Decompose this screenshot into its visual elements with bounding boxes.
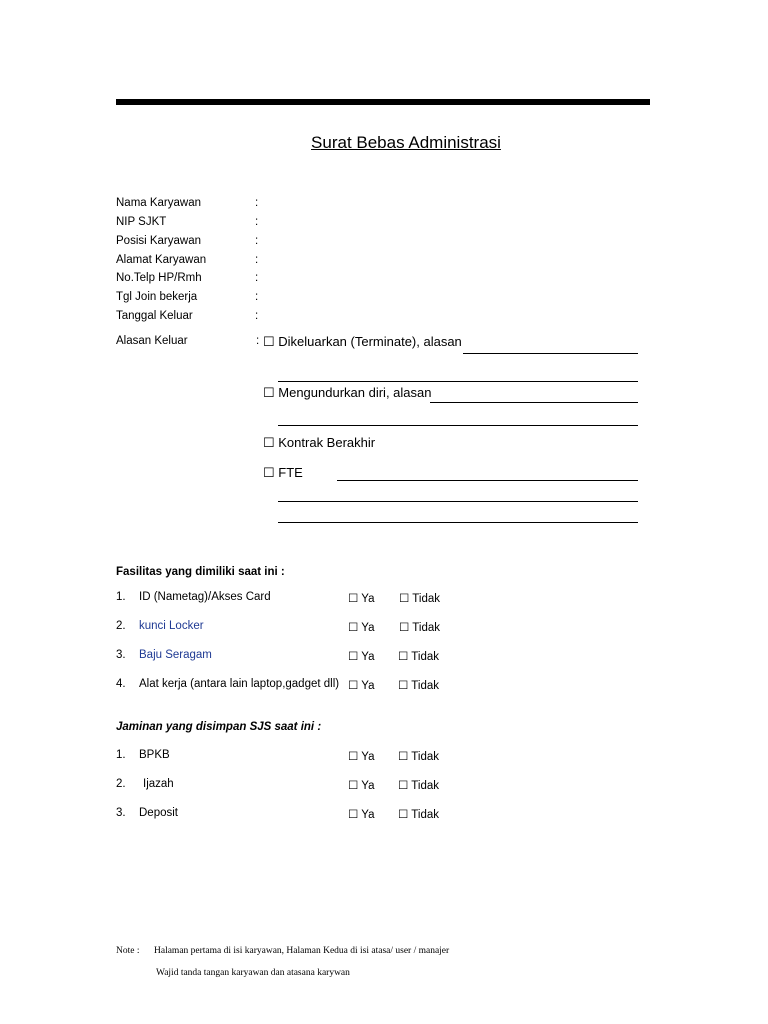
blank-line	[278, 381, 638, 382]
field-label-nama: Nama Karyawan	[116, 197, 202, 209]
field-colon: :	[255, 272, 259, 284]
field-colon: :	[255, 254, 259, 266]
field-label-telp: No.Telp HP/Rmh	[116, 272, 202, 284]
note-label: Note :	[116, 946, 140, 956]
field-label-alamat: Alamat Karyawan	[116, 254, 207, 266]
blank-line	[278, 425, 638, 426]
field-colon: :	[255, 197, 259, 209]
checkbox-tidak: ☐ Tidak	[399, 593, 440, 605]
document-title: Surat Bebas Administrasi	[311, 133, 501, 152]
option-resign: ☐ Mengundurkan diri, alasan	[263, 385, 432, 400]
checkbox-ya: ☐ Ya	[348, 680, 375, 692]
header-rule	[116, 99, 650, 105]
checkbox-tidak: ☐ Tidak	[398, 651, 439, 663]
jaminan-heading: Jaminan yang disimpan SJS saat ini :	[116, 721, 322, 733]
jaminan-num: 3.	[116, 807, 126, 819]
blank-line	[278, 522, 638, 523]
checkbox-tidak: ☐ Tidak	[398, 751, 439, 763]
field-label-tgl-keluar: Tanggal Keluar	[116, 310, 193, 322]
checkbox-ya: ☐ Ya	[348, 751, 375, 763]
option-terminate: ☐ Dikeluarkan (Terminate), alasan	[263, 334, 462, 349]
fasilitas-num: 4.	[116, 678, 126, 690]
field-colon: :	[255, 291, 259, 303]
blank-line	[463, 353, 638, 354]
fasilitas-item-baju-seragam: Baju Seragam	[139, 649, 212, 661]
note-line-2: Wajid tanda tangan karyawan dan atasana karywan	[156, 968, 350, 978]
field-label-nip: NIP SJKT	[116, 216, 167, 228]
jaminan-item-ijazah: Ijazah	[143, 778, 174, 790]
alasan-label: Alasan Keluar	[116, 335, 188, 347]
checkbox-tidak: ☐ Tidak	[399, 622, 440, 634]
jaminan-num: 2.	[116, 778, 126, 790]
blank-line	[337, 480, 638, 481]
fasilitas-item-kunci-locker: kunci Locker	[139, 620, 204, 632]
fasilitas-item-alat-kerja: Alat kerja (antara lain laptop,gadget dll)	[139, 678, 340, 690]
fasilitas-heading: Fasilitas yang dimiliki saat ini :	[116, 566, 285, 578]
checkbox-tidak: ☐ Tidak	[398, 780, 439, 792]
fasilitas-num: 3.	[116, 649, 126, 661]
checkbox-ya: ☐ Ya	[348, 780, 375, 792]
blank-line	[278, 501, 638, 502]
field-colon: :	[255, 216, 259, 228]
field-colon: :	[255, 235, 259, 247]
option-kontrak-berakhir: ☐ Kontrak Berakhir	[263, 435, 376, 450]
checkbox-ya: ☐ Ya	[348, 809, 375, 821]
field-label-tgl-join: Tgl Join bekerja	[116, 291, 198, 303]
checkbox-tidak: ☐ Tidak	[398, 809, 439, 821]
note-line-1: Halaman pertama di isi karyawan, Halaman Kedua di isi atasa/ user / manajer	[154, 946, 450, 956]
fasilitas-num: 2.	[116, 620, 126, 632]
fasilitas-item-id-card: ID (Nametag)/Akses Card	[139, 591, 271, 603]
jaminan-item-deposit: Deposit	[139, 807, 178, 819]
jaminan-num: 1.	[116, 749, 126, 761]
alasan-colon: :	[256, 335, 260, 347]
option-fte: ☐ FTE	[263, 465, 303, 480]
checkbox-tidak: ☐ Tidak	[398, 680, 439, 692]
checkbox-ya: ☐ Ya	[348, 593, 375, 605]
checkbox-ya: ☐ Ya	[348, 622, 375, 634]
field-label-posisi: Posisi Karyawan	[116, 235, 202, 247]
checkbox-ya: ☐ Ya	[348, 651, 375, 663]
fasilitas-num: 1.	[116, 591, 126, 603]
field-colon: :	[255, 310, 259, 322]
jaminan-item-bpkb: BPKB	[139, 749, 170, 761]
blank-line	[430, 402, 638, 403]
